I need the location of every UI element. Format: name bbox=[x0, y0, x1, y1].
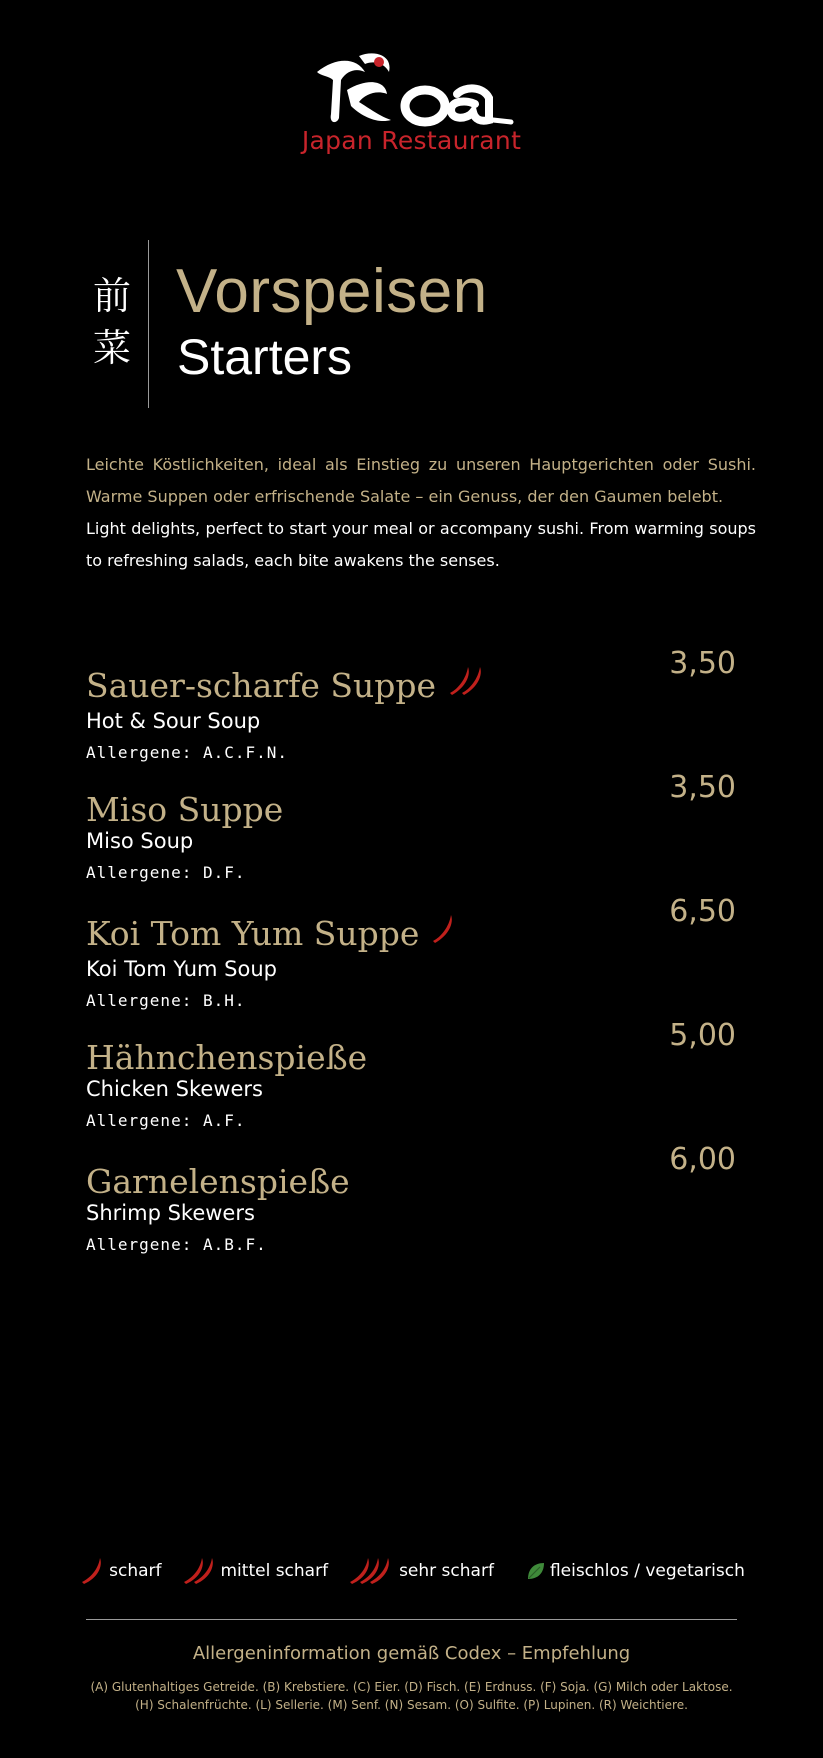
section-title-en: Starters bbox=[177, 329, 353, 385]
legend-hot-label: sehr scharf bbox=[399, 1561, 494, 1581]
legend-hot bbox=[346, 1556, 494, 1586]
legend-medium-label: mittel scharf bbox=[220, 1561, 329, 1581]
restaurant-logo bbox=[0, 50, 823, 155]
menu-item bbox=[86, 770, 736, 934]
item-name-de: Miso Suppe bbox=[86, 790, 284, 829]
item-name-en: Shrimp Skewers bbox=[86, 1201, 255, 1225]
chili-icon bbox=[180, 1556, 218, 1586]
legend-mild bbox=[78, 1556, 161, 1586]
item-name-row bbox=[86, 790, 736, 830]
allergen-info-line: (A) Glutenhaltiges Getreide. (B) Krebstiere. (C) Eier. (D) Fisch. (E) Erdnuss. (F) Soja. (G) Milch oder Laktose. bbox=[90, 1680, 733, 1694]
legend-mild-label: scharf bbox=[109, 1561, 162, 1581]
allergen-info-text bbox=[0, 1678, 823, 1714]
footer-divider bbox=[86, 1619, 737, 1620]
legend-veg-label: fleischlos / vegetarisch bbox=[549, 1561, 745, 1581]
item-price: 5,00 bbox=[669, 1018, 736, 1053]
menu-item bbox=[86, 1142, 736, 1306]
item-name-row bbox=[86, 1162, 736, 1202]
chili-icon bbox=[427, 911, 455, 954]
item-name-row bbox=[86, 914, 736, 958]
chili-icon bbox=[444, 663, 484, 706]
item-name-en: Miso Soup bbox=[86, 829, 194, 853]
item-name-en: Chicken Skewers bbox=[86, 1077, 264, 1101]
item-price: 3,50 bbox=[669, 770, 736, 805]
koi-logo-icon bbox=[307, 50, 517, 130]
item-name-row bbox=[86, 1038, 736, 1078]
item-name-de: Sauer-scharfe Suppe bbox=[86, 666, 436, 705]
intro-text-de: Leichte Köstlichkeiten, ideal als Einstieg zu unseren Hauptgerichten oder Sushi. Warme Suppen oder erfrischende Salate – ein Genuss, der den Gaumen belebt. bbox=[86, 455, 756, 506]
chili-icon bbox=[78, 1556, 106, 1586]
item-allergens: Allergene: B.H. bbox=[86, 990, 246, 1010]
title-divider bbox=[148, 240, 149, 408]
item-allergens: Allergene: A.B.F. bbox=[86, 1235, 267, 1254]
legend-medium bbox=[180, 1556, 329, 1586]
menu-item bbox=[86, 1018, 736, 1182]
item-name-row bbox=[86, 666, 736, 710]
menu-item bbox=[86, 646, 736, 810]
kanji-char: 菜 bbox=[92, 326, 131, 370]
item-name-de: Garnelenspieße bbox=[86, 1162, 350, 1201]
allergen-info-title: Allergeninformation gemäß Codex – Empfehlung bbox=[192, 1643, 631, 1664]
item-name-en: Hot & Sour Soup bbox=[86, 708, 261, 733]
chili-icon bbox=[346, 1556, 396, 1586]
menu-items bbox=[86, 646, 736, 1306]
kanji-char: 前 bbox=[92, 274, 131, 318]
item-price: 3,50 bbox=[669, 646, 736, 681]
section-intro bbox=[86, 449, 756, 577]
menu-item bbox=[86, 894, 736, 1058]
intro-text-en: Light delights, perfect to start your meal or accompany sushi. From warming soups to refreshing salads, each bite awakens the senses. bbox=[86, 519, 756, 570]
item-price: 6,50 bbox=[669, 894, 736, 929]
kanji-title bbox=[92, 270, 132, 374]
leaf-icon bbox=[525, 1560, 547, 1582]
item-price: 6,00 bbox=[669, 1142, 736, 1177]
spice-legend bbox=[0, 1556, 823, 1586]
legend-veg bbox=[525, 1560, 745, 1582]
item-name-de: Koi Tom Yum Suppe bbox=[86, 914, 420, 953]
section-title-de: Vorspeisen bbox=[176, 257, 488, 326]
item-name-en: Koi Tom Yum Soup bbox=[86, 956, 277, 981]
item-name-de: Hähnchenspieße bbox=[86, 1038, 368, 1077]
item-allergens: Allergene: A.F. bbox=[86, 1111, 246, 1130]
allergen-info-line: (H) Schalenfrüchte. (L) Sellerie. (M) Senf. (N) Sesam. (O) Sulfite. (P) Lupinen. (R) Weichtiere. bbox=[135, 1698, 688, 1712]
restaurant-subtitle: Japan Restaurant bbox=[301, 126, 522, 155]
item-allergens: Allergene: A.C.F.N. bbox=[86, 742, 289, 762]
item-allergens: Allergene: D.F. bbox=[86, 863, 246, 882]
